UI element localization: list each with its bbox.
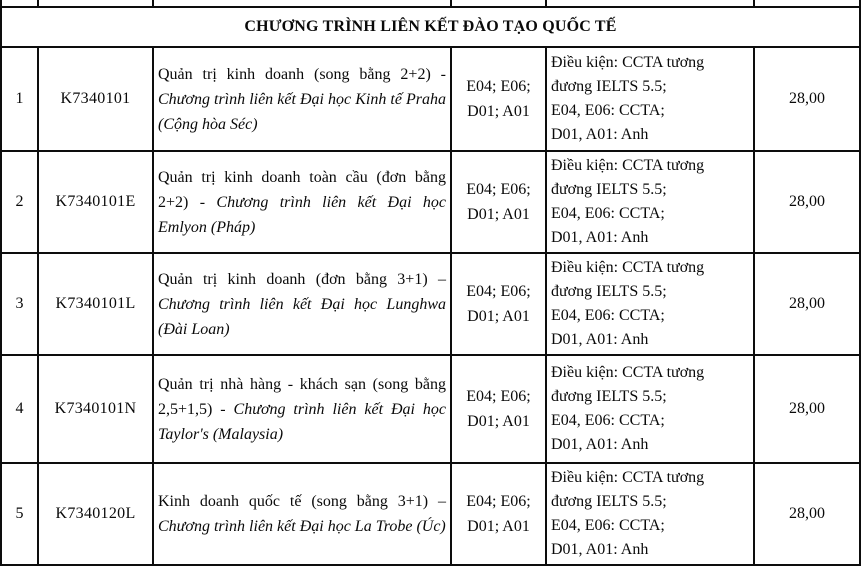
- table-row: [1, 463, 860, 565]
- program-name: [153, 47, 451, 151]
- cutoff-row: [1, 0, 860, 7]
- program-code: K7340101: [38, 47, 153, 151]
- program-name: [153, 355, 451, 463]
- row-number: 2: [1, 151, 38, 253]
- exam-combinations: E04; E06; D01; A01: [451, 151, 546, 253]
- exam-combinations: E04; E06; D01; A01: [451, 253, 546, 355]
- program-name-regular: Quản trị kinh doanh (đơn bằng 3+1) –: [158, 270, 446, 288]
- program-name-italic: Chương trình liên kết Đại học Lunghwa (Đài Loan): [158, 295, 446, 338]
- cutoff-cell: [153, 0, 451, 7]
- condition-line: E04, E06: CCTA;: [551, 205, 665, 222]
- table-row: [1, 253, 860, 355]
- table-row: [1, 151, 860, 253]
- program-name: [153, 253, 451, 355]
- admission-condition: [546, 47, 754, 151]
- cutoff-cell: [754, 0, 860, 7]
- program-name-regular: Quản trị kinh doanh (song bằng 2+2) -: [158, 65, 446, 83]
- exam-combinations: E04; E06; D01; A01: [451, 355, 546, 463]
- benchmark-score: 28,00: [754, 355, 860, 463]
- section-title: CHƯƠNG TRÌNH LIÊN KẾT ĐÀO TẠO QUỐC TẾ: [1, 7, 860, 47]
- section-header-row: [1, 7, 860, 47]
- program-code: K7340101E: [38, 151, 153, 253]
- admission-condition: [546, 151, 754, 253]
- condition-line: Điều kiện: CCTA tương đương IELTS 5.5;: [551, 54, 705, 95]
- condition-line: E04, E06: CCTA;: [551, 102, 665, 119]
- exam-combinations: E04; E06; D01; A01: [451, 463, 546, 565]
- condition-line: Điều kiện: CCTA tương đương IELTS 5.5;: [551, 157, 705, 198]
- benchmark-score: 28,00: [754, 151, 860, 253]
- condition-line: D01, A01: Anh: [551, 436, 649, 453]
- program-name-italic: Chương trình liên kết Đại học Kinh tế Praha (Cộng hòa Séc): [158, 90, 446, 133]
- program-name-regular: Quản trị kinh doanh toàn cầu (đơn bằng 2+2) -: [158, 168, 446, 211]
- condition-line: D01, A01: Anh: [551, 541, 649, 558]
- program-code: K7340120L: [38, 463, 153, 565]
- admission-condition: [546, 355, 754, 463]
- program-code: K7340101N: [38, 355, 153, 463]
- program-name-italic: Chương trình liên kết Đại học Taylor's (Malaysia): [158, 400, 446, 443]
- condition-line: E04, E06: CCTA;: [551, 307, 665, 324]
- program-name-regular: Kinh doanh quốc tế (song bằng 3+1) –: [158, 493, 446, 510]
- condition-line: Điều kiện: CCTA tương đương IELTS 5.5;: [551, 469, 705, 510]
- row-number: 1: [1, 47, 38, 151]
- condition-line: E04, E06: CCTA;: [551, 517, 665, 534]
- condition-line: D01, A01: Anh: [551, 331, 649, 348]
- program-name: [153, 463, 451, 565]
- exam-combinations: E04; E06; D01; A01: [451, 47, 546, 151]
- table-row: [1, 355, 860, 463]
- program-code: K7340101L: [38, 253, 153, 355]
- row-number: 5: [1, 463, 38, 565]
- condition-line: Điều kiện: CCTA tương đương IELTS 5.5;: [551, 259, 705, 300]
- condition-line: Điều kiện: CCTA tương đương IELTS 5.5;: [551, 364, 705, 405]
- condition-line: D01, A01: Anh: [551, 229, 649, 246]
- row-number: 4: [1, 355, 38, 463]
- cutoff-cell: [546, 0, 754, 7]
- cutoff-cell: [1, 0, 38, 7]
- cutoff-cell: [451, 0, 546, 7]
- condition-line: E04, E06: CCTA;: [551, 412, 665, 429]
- table-row: [1, 47, 860, 151]
- program-name-regular: Quản trị nhà hàng - khách sạn (song bằng 2,5+1,5) -: [158, 375, 446, 418]
- row-number: 3: [1, 253, 38, 355]
- admission-condition: [546, 253, 754, 355]
- program-name-italic: Chương trình liên kết Đại học La Trobe (Úc): [158, 518, 446, 535]
- cutoff-cell: [38, 0, 153, 7]
- program-name: [153, 151, 451, 253]
- admission-condition: [546, 463, 754, 565]
- benchmark-score: 28,00: [754, 463, 860, 565]
- benchmark-score: 28,00: [754, 253, 860, 355]
- condition-line: D01, A01: Anh: [551, 126, 649, 143]
- program-name-italic: Chương trình liên kết Đại học Emlyon (Pháp): [158, 193, 446, 236]
- benchmark-score: 28,00: [754, 47, 860, 151]
